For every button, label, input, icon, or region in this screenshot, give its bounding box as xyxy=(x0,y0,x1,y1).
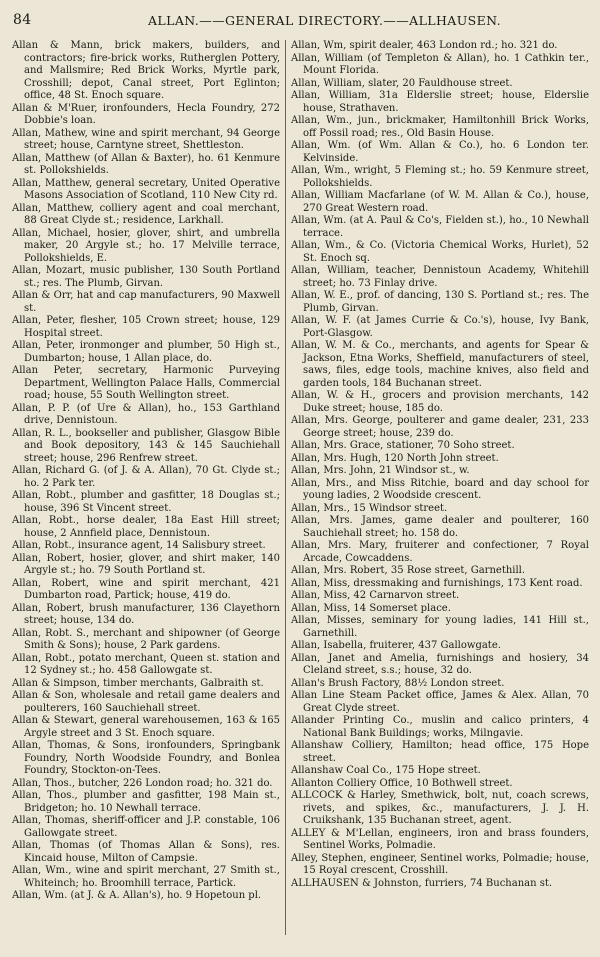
directory-entry: Allan, Peter, flesher, 105 Crown street; house, 129 Hospital street. xyxy=(12,315,280,339)
directory-entry: Allan, Mrs. John, 21 Windsor st., w. xyxy=(291,465,470,476)
directory-entry: Allan & Son, wholesale and retail game dealers and poulterers, 160 Sauchiehall street. xyxy=(12,690,280,714)
directory-entry: Allan, R. L., bookseller and publisher, Glasgow Bible and Book depository, 143 & 145 Sauchiehall street; house, 296 Renfrew street. xyxy=(12,427,280,464)
directory-entry: Allan, Thomas, & Sons, ironfounders, Springbank Foundry, North Woodside Foundry, and Bonlea Foundry, Stockton-on-Tees. xyxy=(12,740,280,776)
directory-entry: Allan Peter, secretary, Harmonic Purveying Department, Wellington Palace Halls, Commercial road; house, 55 South Wellington street. xyxy=(12,365,280,401)
directory-entry: Allanton Colliery Office, 10 Bothwell street. xyxy=(291,777,513,789)
directory-entry: Allan, William (of Templeton & Allan), ho. 1 Cathkin ter., Mount Florida. xyxy=(291,52,589,76)
directory-entry: Allanshaw Colliery, Hamilton; head office, 175 Hope street. xyxy=(291,740,589,764)
directory-entry: Allan, Mathew, wine and spirit merchant, 94 George street; house, Carntyne street, Shettleston. xyxy=(12,127,280,151)
column-divider xyxy=(285,40,286,935)
directory-entry: Allan, Misses, seminary for young ladies, 141 Hill st., Garnethill. xyxy=(291,615,589,639)
directory-entry: Allan, Miss, dressmaking and furnishings, 173 Kent road. xyxy=(291,577,583,589)
directory-entry: Allan & Mann, brick makers, builders, and contractors; fire-brick works, Rutherglen Pottery, and Mallsmire; Red Brick Works, Myrtle park, Crosshill; depot, Canal street, Port Eglinton; office, 48 St. Enoch square. xyxy=(12,40,280,101)
directory-entry: Allan, Peter, ironmonger and plumber, 50 High st., Dumbarton; house, 1 Allan place, do. xyxy=(12,340,280,364)
directory-entry: Allan, Wm, spirit dealer, 463 London rd.; ho. 321 do. xyxy=(291,40,558,51)
directory-entry: Allan, Richard G. (of J. & A. Allan), 70 Gt. Clyde st.; ho. 2 Park ter. xyxy=(12,465,280,489)
left-column xyxy=(12,40,280,903)
directory-entry: Allan, Isabella, fruiterer, 437 Gallowgate. xyxy=(291,640,501,651)
directory-entry: Allan, Mrs. Grace, stationer, 70 Soho street. xyxy=(291,440,515,451)
directory-entry: Allan, Robert, brush manufacturer, 136 Clayethorn street; house, 134 do. xyxy=(12,602,280,626)
directory-entry: Allan, Mrs. Robert, 35 Rose street, Garnethill. xyxy=(291,565,526,576)
directory-entry: Allan, Michael, hosier, glover, shirt, and umbrella maker, 20 Argyle st.; ho. 17 Melville terrace, Pollokshields, E. xyxy=(12,227,280,264)
page-number: 84 xyxy=(13,12,32,28)
directory-entry: Allan, Mrs. George, poulterer and game dealer, 231, 233 George street; house, 239 do. xyxy=(291,415,589,439)
directory-entry: Allan, W. M. & Co., merchants, and agents for Spear & Jackson, Etna Works, Sheffield, manufacturers of steel, saws, files, edge tools, machine knives, also field and garden tools, 184 Buchanan street. xyxy=(291,340,589,389)
directory-entry: Allan, William Macfarlane (of W. M. Allan & Co.), house, 270 Great Western road. xyxy=(291,190,589,214)
directory-entry: Allan, Mrs., 15 Windsor street. xyxy=(291,502,448,514)
directory-entry: Allan, Thomas, sheriff-officer and J.P. constable, 106 Gallowgate street. xyxy=(12,815,280,839)
directory-entry: Allan, W. E., prof. of dancing, 130 S. Portland st.; res. The Plumb, Girvan. xyxy=(291,290,589,314)
directory-entry: Allan, Wm., wine and spirit merchant, 27 Smith st., Whiteinch; ho. Broomhill terrace, Partick. xyxy=(12,865,280,889)
directory-entry: Allan, Mrs., and Miss Ritchie, board and day school for young ladies, 2 Woodside crescent. xyxy=(291,477,589,501)
directory-entry: Allan, Thos., plumber and gasfitter, 198 Main st., Bridgeton; ho. 10 Newhall terrace. xyxy=(12,790,280,814)
directory-entry: Allan, Wm. (at A. Paul & Co's, Fielden st.), ho., 10 Newhall terrace. xyxy=(291,215,589,239)
directory-entry: Allan, Mozart, music publisher, 130 South Portland st.; res. The Plumb, Girvan. xyxy=(12,265,280,289)
directory-entry: ALLEY & M'Lellan, engineers, iron and brass founders, Sentinel Works, Polmadie. xyxy=(291,827,589,851)
directory-entry: Allan, Wm. (of Wm. Allan & Co.), ho. 6 London ter. Kelvinside. xyxy=(291,140,589,164)
directory-entry: Allan, Janet and Amelia, furnishings and hosiery, 34 Cleland street, s.s.; house, 32 do. xyxy=(291,652,589,676)
directory-entry: Alley, Stephen, engineer, Sentinel works, Polmadie; house, 15 Royal crescent, Crosshill. xyxy=(291,852,589,876)
directory-entry: Allander Printing Co., muslin and calico printers, 4 National Bank Buildings; works, Milngavie. xyxy=(291,715,589,739)
directory-entry: Allanshaw Coal Co., 175 Hope street. xyxy=(291,765,481,776)
directory-entry: Allan & Orr, hat and cap manufacturers, 90 Maxwell st. xyxy=(12,290,280,314)
directory-entry: Allan, Miss, 42 Carnarvon street. xyxy=(291,590,460,601)
page-header xyxy=(0,10,600,30)
directory-entry: Allan & Stewart, general warehousemen, 163 & 165 Argyle street and 3 St. Enoch square. xyxy=(12,715,280,739)
directory-entry: Allan, Miss, 14 Somerset place. xyxy=(291,602,451,614)
directory-entry: ALLCOCK & Harley, Smethwick, bolt, nut, coach screws, rivets, and spikes, &c., manufacturers, J. J. H. Cruikshank, 135 Buchanan street, agent. xyxy=(291,790,589,826)
directory-entry: Allan, Mrs. Mary, fruiterer and confectioner, 7 Royal Arcade, Cowcaddens. xyxy=(291,540,589,564)
directory-entry: Allan, Wm. (at J. & A. Allan's), ho. 9 Hopetoun pl. xyxy=(12,890,262,901)
directory-entry: Allan, Matthew, colliery agent and coal merchant, 88 Great Clyde st.; residence, Larkhall. xyxy=(12,202,280,226)
directory-entry: Allan, Wm., wright, 5 Fleming st.; ho. 59 Kenmure street, Pollokshields. xyxy=(291,165,589,189)
directory-entry: Allan Line Steam Packet office, James & Alex. Allan, 70 Great Clyde street. xyxy=(291,690,589,714)
directory-entry: Allan & M'Ruer, ironfounders, Hecla Foundry, 272 Dobbie's loan. xyxy=(12,102,280,126)
directory-entry: Allan, W. F. (at James Currie & Co.'s), house, Ivy Bank, Port-Glasgow. xyxy=(291,315,589,339)
directory-entry: Allan, Robert, hosier, glover, and shirt maker, 140 Argyle st.; ho. 79 South Portland st. xyxy=(12,552,280,576)
running-title: ALLAN.——GENERAL DIRECTORY.——ALLHAUSEN. xyxy=(148,13,502,28)
directory-entry: Allan, Thos., butcher, 226 London road; ho. 321 do. xyxy=(12,777,273,789)
directory-entry: Allan, Robert, wine and spirit merchant, 421 Dumbarton road, Partick; house, 419 do. xyxy=(12,577,280,601)
directory-entry: Allan, William, 31a Elderslie street; house, Elderslie house, Strathaven. xyxy=(291,90,589,114)
directory-entry: Allan, Mrs. Hugh, 120 North John street. xyxy=(291,452,499,464)
directory-entry: Allan, Wm., & Co. (Victoria Chemical Works, Hurlet), 52 St. Enoch sq. xyxy=(291,240,589,264)
directory-entry: Allan, Matthew, general secretary, United Operative Masons Association of Scotland, 110 New City rd. xyxy=(12,177,280,201)
directory-entry: Allan, P. P. (of Ure & Allan), ho., 153 Garthland drive, Dennistoun. xyxy=(12,402,280,426)
directory-entry: Allan, Robt., plumber and gasfitter, 18 Douglas st.; house, 396 St Vincent street. xyxy=(12,490,280,514)
right-column xyxy=(291,40,589,890)
directory-entry: Allan, Robt. S., merchant and shipowner (of George Smith & Sons); house, 2 Park gardens. xyxy=(12,627,280,651)
directory-entry: Allan, Wm., jun., brickmaker, Hamiltonhill Brick Works, off Possil road; res., Old Basin House. xyxy=(291,115,589,139)
directory-entry: Allan, Mrs. James, game dealer and poulterer, 160 Sauchiehall street; ho. 158 do. xyxy=(291,515,589,539)
directory-entry: Allan, Thomas (of Thomas Allan & Sons), res. Kincaid house, Milton of Campsie. xyxy=(12,840,280,864)
directory-entry: Allan, Matthew (of Allan & Baxter), ho. 61 Kenmure st. Pollokshields. xyxy=(12,152,280,176)
directory-entry: ALLHAUSEN & Johnston, furriers, 74 Buchanan st. xyxy=(291,877,553,889)
directory-entry: Allan, W. & H., grocers and provision merchants, 142 Duke street; house, 185 do. xyxy=(291,390,589,414)
directory-entry: Allan, Robt., horse dealer, 18a East Hill street; house, 2 Annfield place, Dennistoun. xyxy=(12,515,280,539)
directory-entry: Allan, Robt., insurance agent, 14 Salisbury street. xyxy=(12,540,266,551)
directory-entry: Allan & Simpson, timber merchants, Galbraith st. xyxy=(12,677,264,689)
directory-entry: Allan's Brush Factory, 88½ London street. xyxy=(291,677,505,689)
directory-entry: Allan, William, slater, 20 Fauldhouse street. xyxy=(291,77,513,89)
directory-entry: Allan, Robt., potato merchant, Queen st. station and 12 Sydney st.; ho. 458 Gallowgate st. xyxy=(12,652,280,676)
directory-entry: Allan, William, teacher, Dennistoun Academy, Whitehill street; ho. 73 Finlay drive. xyxy=(291,265,589,289)
